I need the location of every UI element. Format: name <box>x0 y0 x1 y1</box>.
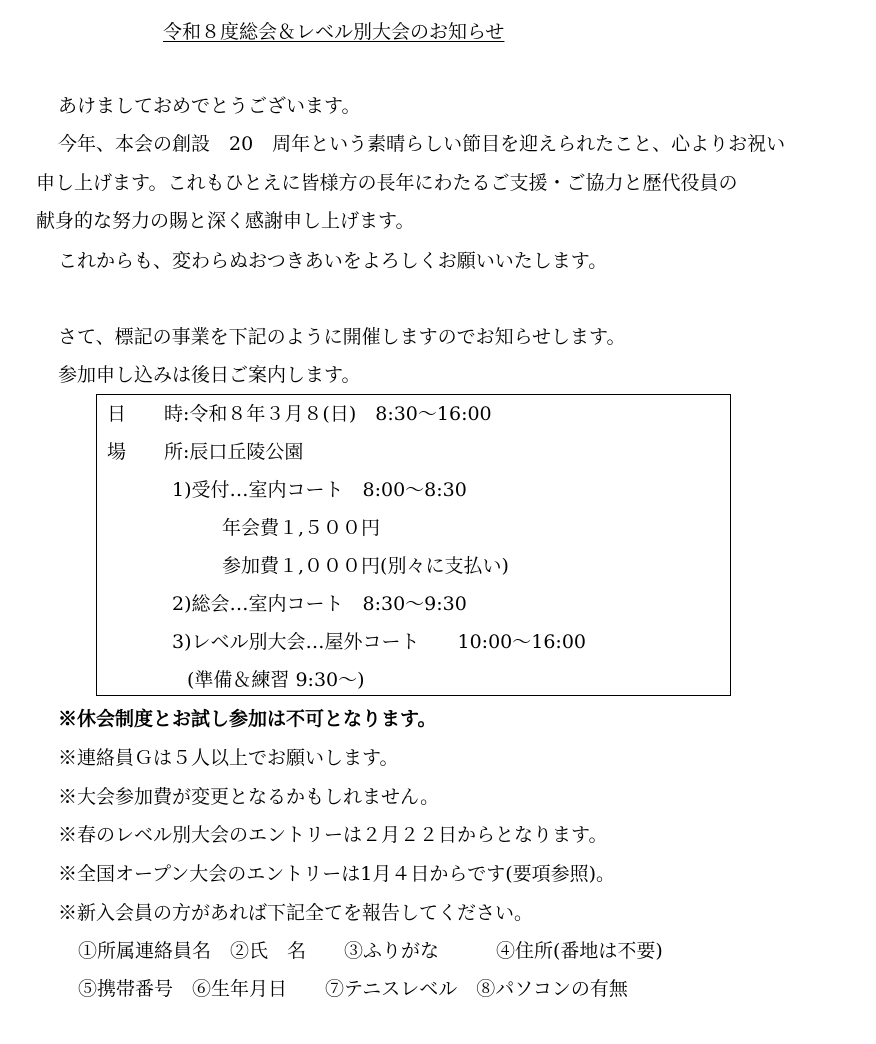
notice-line-2: 参加申し込みは後日ご案内します。 <box>58 364 361 386</box>
greeting: あけましておめでとうございます。 <box>58 95 361 117</box>
note-3: ※大会参加費が変更となるかもしれません。 <box>58 786 440 808</box>
level-tournament-item: 3)レベル別大会…屋外コート 10:00～16:00 <box>172 631 587 653</box>
reception-item: 1)受付…室内コート 8:00～8:30 <box>172 479 467 501</box>
annual-fee: 年会費１,５００円 <box>222 517 381 539</box>
general-meeting-item: 2)総会…室内コート 8:30～9:30 <box>172 593 467 615</box>
required-fields-line-1: ①所属連絡員名 ②氏 名 ③ふりがな ④住所(番地は不要) <box>78 940 663 962</box>
note-5: ※全国オープン大会のエントリーは1月４日からです(要項参照)。 <box>58 863 616 885</box>
document-title: 令和８度総会＆レベル別大会のお知らせ <box>163 21 505 43</box>
participation-fee: 参加費１,０００円(別々に支払い) <box>222 555 509 577</box>
body-line-2: 申し上げます。これもひとえに皆様方の長年にわたるご支援・ご協力と歴代役員の <box>36 172 738 194</box>
practice-note: (準備＆練習 9:30～) <box>187 669 365 691</box>
event-place: 場 所:辰口丘陵公園 <box>107 441 304 463</box>
note-2: ※連絡員Ｇは５人以上でお願いします。 <box>58 747 399 769</box>
event-date: 日 時:令和８年３月８(日) 8:30～16:00 <box>107 403 492 425</box>
required-fields-line-2: ⑤携帯番号 ⑥生年月日 ⑦テニスレベル ⑧パソコンの有無 <box>78 978 628 1000</box>
body-line-4: これからも、変わらぬおつきあいをよろしくお願いいたします。 <box>58 250 608 272</box>
note-4: ※春のレベル別大会のエントリーは２月２２日からとなります。 <box>58 824 608 846</box>
note-1: ※休会制度とお試し参加は不可となります。 <box>58 708 437 730</box>
body-line-1: 今年、本会の創設 20 周年という素晴らしい節目を迎えられたこと、心よりお祝い <box>58 133 786 155</box>
notice-line-1: さて、標記の事業を下記のように開催しますのでお知らせします。 <box>58 326 626 348</box>
body-line-3: 献身的な努力の賜と深く感謝申し上げます。 <box>36 210 415 232</box>
note-6: ※新入会員の方があれば下記全てを報告してください。 <box>58 902 534 924</box>
